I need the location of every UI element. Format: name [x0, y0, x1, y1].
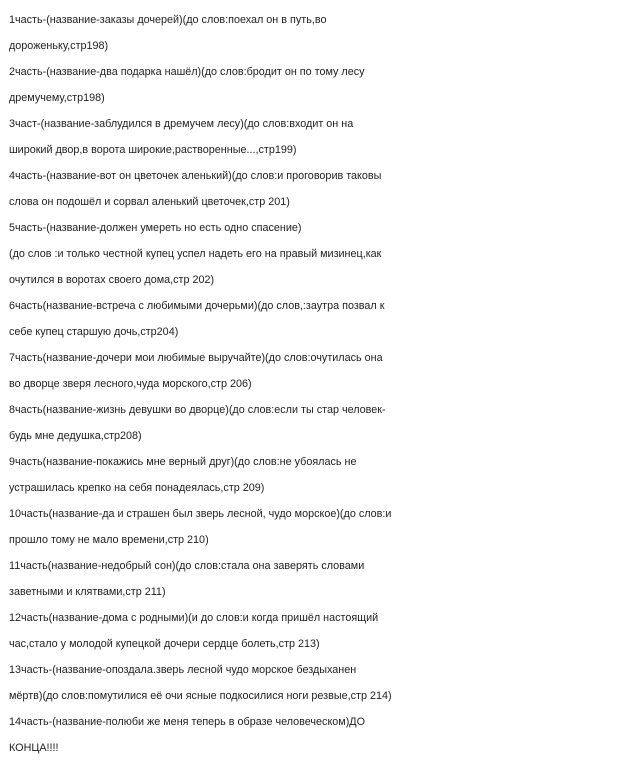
text-line-15: во дворце зверя лесного,чуда морского,стр 206): [9, 378, 252, 390]
text-line-12: 6часть(название-встреча с любимыми дочерьми)(до слов,:заутра позвал к: [9, 300, 385, 312]
text-line-24: 12часть(название-дома с родными)(и до слов:и когда пришёл настоящий: [9, 612, 379, 624]
text-line-22: 11часть(название-недобрый сон)(до слов:стала она заверять словами: [9, 560, 365, 572]
text-line-2: дороженьку,стр198): [9, 40, 109, 52]
text-line-4: дремучему,стр198): [9, 92, 105, 104]
text-line-13: себе купец старшую дочь,стр204): [9, 326, 179, 338]
text-line-6: широкий двор,в ворота широкие,растворенные...,стр199): [9, 144, 297, 156]
text-line-16: 8часть(название-жизнь девушки во дворце)(до слов:если ты стар человек-: [9, 404, 386, 416]
text-line-27: мёртв)(до слов:помутилися её очи ясные подкосилися ноги резвые,стр 214): [9, 690, 392, 702]
text-line-9: 5часть-(название-должен умереть но есть одно спасение): [9, 222, 302, 234]
text-line-21: прошло тому не мало времени,стр 210): [9, 534, 209, 546]
text-line-3: 2часть-(название-два подарка нашёл)(до слов:бродит он по тому лесу: [9, 66, 365, 78]
text-line-10: (до слов :и только честной купец успел надеть его на правый мизинец,как: [9, 248, 382, 260]
text-line-28: 14часть-(название-полюби же меня теперь в образе человеческом)ДО: [9, 716, 366, 728]
text-line-5: 3част-(название-заблудился в дремучем лесу)(до слов:входит он на: [9, 118, 354, 130]
text-line-7: 4часть-(название-вот он цветочек аленький)(до слов:и проговорив таковы: [9, 170, 382, 182]
text-line-18: 9часть(название-покажись мне верный друг)(до слов:не убоялась не: [9, 456, 357, 468]
text-line-29: КОНЦА!!!!: [9, 742, 59, 754]
text-line-1: 1часть-(название-заказы дочерей)(до слов:поехал он в путь,во: [9, 14, 327, 26]
text-line-14: 7часть(название-дочери мои любимые выручайте)(до слов:очутилась она: [9, 352, 383, 364]
text-line-23: заветными и клятвами,стр 211): [9, 586, 166, 598]
text-line-19: устрашилась крепко на себя понадеялась,стр 209): [9, 482, 265, 494]
text-line-20: 10часть(название-да и страшен был зверь лесной, чудо морское)(до слов:и: [9, 508, 392, 520]
text-line-25: час,стало у молодой купецкой дочери сердце болеть,стр 213): [9, 638, 320, 650]
text-line-11: очутился в воротах своего дома,стр 202): [9, 274, 215, 286]
text-line-26: 13часть-(название-опоздала.зверь лесной чудо морское бездыханен: [9, 664, 357, 676]
text-line-8: слова он подошёл и сорвал аленький цветочек,стр 201): [9, 196, 290, 208]
text-line-17: будь мне дедушка,стр208): [9, 430, 142, 442]
